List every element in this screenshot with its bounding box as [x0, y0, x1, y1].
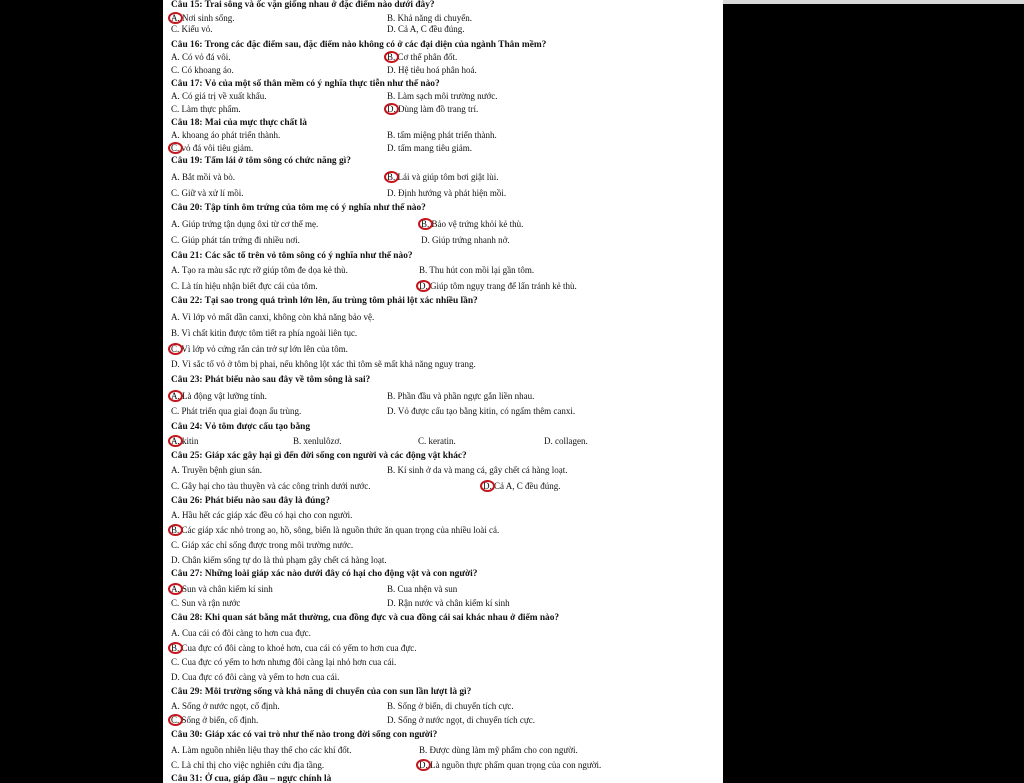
- question-23-option-c: C. Phát triển qua giai đoạn ấu trùng.: [171, 406, 302, 416]
- answer-circle-mark: [480, 480, 495, 492]
- question-21-option-b: B. Thu hút con mồi lại gần tôm.: [419, 265, 535, 275]
- answer-circle-mark: [168, 12, 183, 24]
- question-24-option-c: C. keratin.: [418, 436, 456, 446]
- document-page: [163, 0, 723, 783]
- question-28-option-d: D. Cua đực có đôi càng và yếm to hơn cua cái.: [171, 672, 340, 682]
- question-20-option-c: C. Giúp phát tán trứng đi nhiều nơi.: [171, 235, 300, 245]
- question-28-option-c: C. Cua đực có yếm to hơn nhưng đôi càng lại nhỏ hơn cua cái.: [171, 657, 397, 667]
- question-26-option-a: A. Hầu hết các giáp xác đều có hại cho con người.: [171, 510, 353, 520]
- question-17-option-d: D. Dùng làm đồ trang trí.: [387, 104, 479, 114]
- question-20-stem: Câu 20: Tập tính ôm trứng của tôm mẹ có ý nghĩa như thế nào?: [171, 203, 426, 213]
- question-28-option-a: A. Cua cái có đôi càng to hơn cua đực.: [171, 628, 311, 638]
- question-16-option-a: A. Có vỏ đá vôi.: [171, 52, 231, 62]
- question-21-option-c: C. Là tín hiệu nhận biết đực cái của tôm.: [171, 281, 318, 291]
- question-17-option-b: B. Làm sạch môi trường nước.: [387, 91, 498, 101]
- question-28-stem: Câu 28: Khi quan sát bằng mắt thường, cua đồng đực và cua đồng cái sai khác nhau ở điểm nào?: [171, 613, 560, 623]
- question-24-option-d: D. collagen.: [544, 436, 588, 446]
- question-22-option-c: C. Vì lớp vỏ cứng rắn cản trở sự lớn lên của tôm.: [171, 344, 348, 354]
- question-15-option-d: D. Cả A, C đều đúng.: [387, 24, 465, 34]
- question-29-option-b: B. Sống ở biển, di chuyển tích cực.: [387, 701, 514, 711]
- question-17-option-a: A. Có giá trị về xuất khẩu.: [171, 91, 267, 101]
- answer-circle-mark: [168, 435, 183, 447]
- question-25-option-c: C. Gây hại cho tàu thuyền và các công trình dưới nước.: [171, 481, 371, 491]
- question-19-option-d: D. Định hướng và phát hiện mồi.: [387, 188, 507, 198]
- question-24-stem: Câu 24: Vỏ tôm được cấu tạo bằng: [171, 422, 311, 432]
- question-30-option-b: B. Được dùng làm mỹ phẩm cho con người.: [419, 745, 578, 755]
- question-19-option-c: C. Giữ và xử lí mồi.: [171, 188, 244, 198]
- question-24-option-b: B. xenlulôzơ.: [293, 436, 342, 446]
- question-30-option-c: C. Là chỉ thị cho việc nghiên cứu địa tầng.: [171, 760, 325, 770]
- answer-circle-mark: [168, 642, 183, 654]
- question-30-option-a: A. Làm nguồn nhiên liệu thay thế cho các khí đốt.: [171, 745, 352, 755]
- question-18-option-a: A. khoang áo phát triển thành.: [171, 130, 281, 140]
- question-29-option-c: C. Sống ở biển, cố định.: [171, 715, 259, 725]
- question-27-stem: Câu 27: Những loài giáp xác nào dưới đây có hại cho động vật và con người?: [171, 569, 478, 579]
- answer-circle-mark: [384, 103, 399, 115]
- answer-circle-mark: [416, 759, 431, 771]
- answer-circle-mark: [168, 142, 183, 154]
- question-28-option-b: B. Cua đực có đôi càng to khoẻ hơn, cua cái có yếm to hơn cua đực.: [171, 643, 417, 653]
- question-18-option-b: B. tấm miệng phát triển thành.: [387, 130, 497, 140]
- question-15-option-c: C. Kiểu vỏ.: [171, 24, 213, 34]
- question-22-option-a: A. Vì lớp vỏ mất dần canxi, không còn khả năng bảo vệ.: [171, 312, 375, 322]
- question-27-option-c: C. Sun và rận nước: [171, 598, 241, 608]
- question-23-option-b: B. Phần đầu và phần ngực gắn liền nhau.: [387, 391, 535, 401]
- question-29-option-d: D. Sống ở nước ngọt, di chuyển tích cực.: [387, 715, 535, 725]
- question-19-option-b: B. Lái và giúp tôm bơi giật lùi.: [387, 172, 499, 182]
- question-30-option-d: D. Là nguồn thực phẩm quan trọng của con người.: [419, 760, 602, 770]
- question-19-option-a: A. Bắt mồi và bò.: [171, 172, 235, 182]
- question-23-option-a: A. Là động vật lưỡng tính.: [171, 391, 267, 401]
- question-17-option-c: C. Làm thực phẩm.: [171, 104, 241, 114]
- question-16-option-b: B. Cơ thể phân đốt.: [387, 52, 458, 62]
- question-18-option-d: D. tấm mang tiêu giảm.: [387, 143, 472, 153]
- question-18-stem: Câu 18: Mai của mực thực chất là: [171, 118, 307, 128]
- answer-circle-mark: [384, 171, 399, 183]
- question-16-option-c: C. Có khoang áo.: [171, 65, 234, 75]
- question-27-option-d: D. Rận nước và chân kiếm kí sinh: [387, 598, 510, 608]
- question-23-stem: Câu 23: Phát biểu nào sau đây về tôm sông là sai?: [171, 375, 371, 385]
- toolbar-strip: [723, 0, 1024, 4]
- question-26-option-c: C. Giáp xác chỉ sống được trong môi trường nước.: [171, 540, 354, 550]
- question-20-option-d: D. Giúp trứng nhanh nở.: [421, 235, 510, 245]
- question-25-option-d: D. Cả A, C đều đúng.: [483, 481, 561, 491]
- question-29-stem: Câu 29: Môi trường sống và khả năng di chuyển của con sun lần lượt là gì?: [171, 687, 472, 697]
- answer-circle-mark: [168, 524, 183, 536]
- answer-circle-mark: [168, 343, 183, 355]
- question-26-option-d: D. Chân kiếm sống tự do là thủ phạm gây chết cá hàng loạt.: [171, 555, 387, 565]
- question-23-option-d: D. Vỏ được cấu tạo bằng kitin, có ngấm thêm canxi.: [387, 406, 576, 416]
- question-25-option-a: A. Truyền bệnh giun sán.: [171, 465, 263, 475]
- question-25-stem: Câu 25: Giáp xác gây hại gì đến đời sống con người và các động vật khác?: [171, 451, 467, 461]
- answer-circle-mark: [168, 583, 183, 595]
- question-30-stem: Câu 30: Giáp xác có vai trò như thế nào trong đời sống con người?: [171, 730, 438, 740]
- question-31-stem: Câu 31: Ở cua, giáp đầu – ngực chính là: [171, 774, 332, 783]
- question-27-option-b: B. Cua nhện và sun: [387, 584, 458, 594]
- question-18-option-c: C. vỏ đá vôi tiêu giảm.: [171, 143, 254, 153]
- answer-circle-mark: [168, 390, 183, 402]
- question-19-stem: Câu 19: Tấm lái ở tôm sông có chức năng gì?: [171, 156, 351, 166]
- question-29-option-a: A. Sống ở nước ngọt, cố định.: [171, 701, 280, 711]
- answer-circle-mark: [418, 218, 433, 230]
- answer-circle-mark: [416, 280, 431, 292]
- question-20-option-b: B. Bảo vệ trứng khỏi kẻ thù.: [421, 219, 524, 229]
- question-16-stem: Câu 16: Trong các đặc điểm sau, đặc điểm nào không có ở các đại diện của ngành Thân mềm?: [171, 40, 547, 50]
- question-22-option-d: D. Vì sắc tố vỏ ở tôm bị phai, nếu không lột xác thì tôm sẽ mất khả năng nguy trang.: [171, 359, 476, 369]
- question-17-stem: Câu 17: Vỏ của một số thân mềm có ý nghĩa thực tiễn như thế nào?: [171, 79, 440, 89]
- question-15-option-b: B. Khả năng di chuyển.: [387, 13, 472, 23]
- question-21-option-d: D. Giúp tôm ngụy trang để lẩn tránh kẻ thù.: [419, 281, 577, 291]
- question-21-stem: Câu 21: Các sắc tố trên vỏ tôm sông có ý nghĩa như thế nào?: [171, 251, 413, 261]
- question-26-option-b: B. Các giáp xác nhỏ trong ao, hồ, sông, biển là nguồn thức ăn quan trọng của nhiều loài cá.: [171, 525, 500, 535]
- question-27-option-a: A. Sun và chân kiếm kí sinh: [171, 584, 273, 594]
- question-25-option-b: B. Kí sinh ở da và mang cá, gây chết cá hàng loạt.: [387, 465, 568, 475]
- question-21-option-a: A. Tạo ra màu sắc rực rỡ giúp tôm đe dọa kẻ thù.: [171, 265, 348, 275]
- question-24-option-a: A. kitin: [171, 436, 199, 446]
- question-20-option-a: A. Giúp trứng tận dụng ôxi từ cơ thể mẹ.: [171, 219, 319, 229]
- question-26-stem: Câu 26: Phát biểu nào sau đây là đúng?: [171, 496, 330, 506]
- question-15-stem: Câu 15: Trai sông và ốc vặn giống nhau ở đặc điểm nào dưới đây?: [171, 0, 435, 10]
- question-15-option-a: A. Nơi sinh sống.: [171, 13, 235, 23]
- question-22-stem: Câu 22: Tại sao trong quá trình lớn lên, ấu trùng tôm phải lột xác nhiều lần?: [171, 296, 478, 306]
- answer-circle-mark: [168, 714, 183, 726]
- question-16-option-d: D. Hệ tiêu hoá phân hoá.: [387, 65, 477, 75]
- answer-circle-mark: [384, 51, 399, 63]
- question-22-option-b: B. Vì chất kitin được tôm tiết ra phía ngoài liên tục.: [171, 328, 358, 338]
